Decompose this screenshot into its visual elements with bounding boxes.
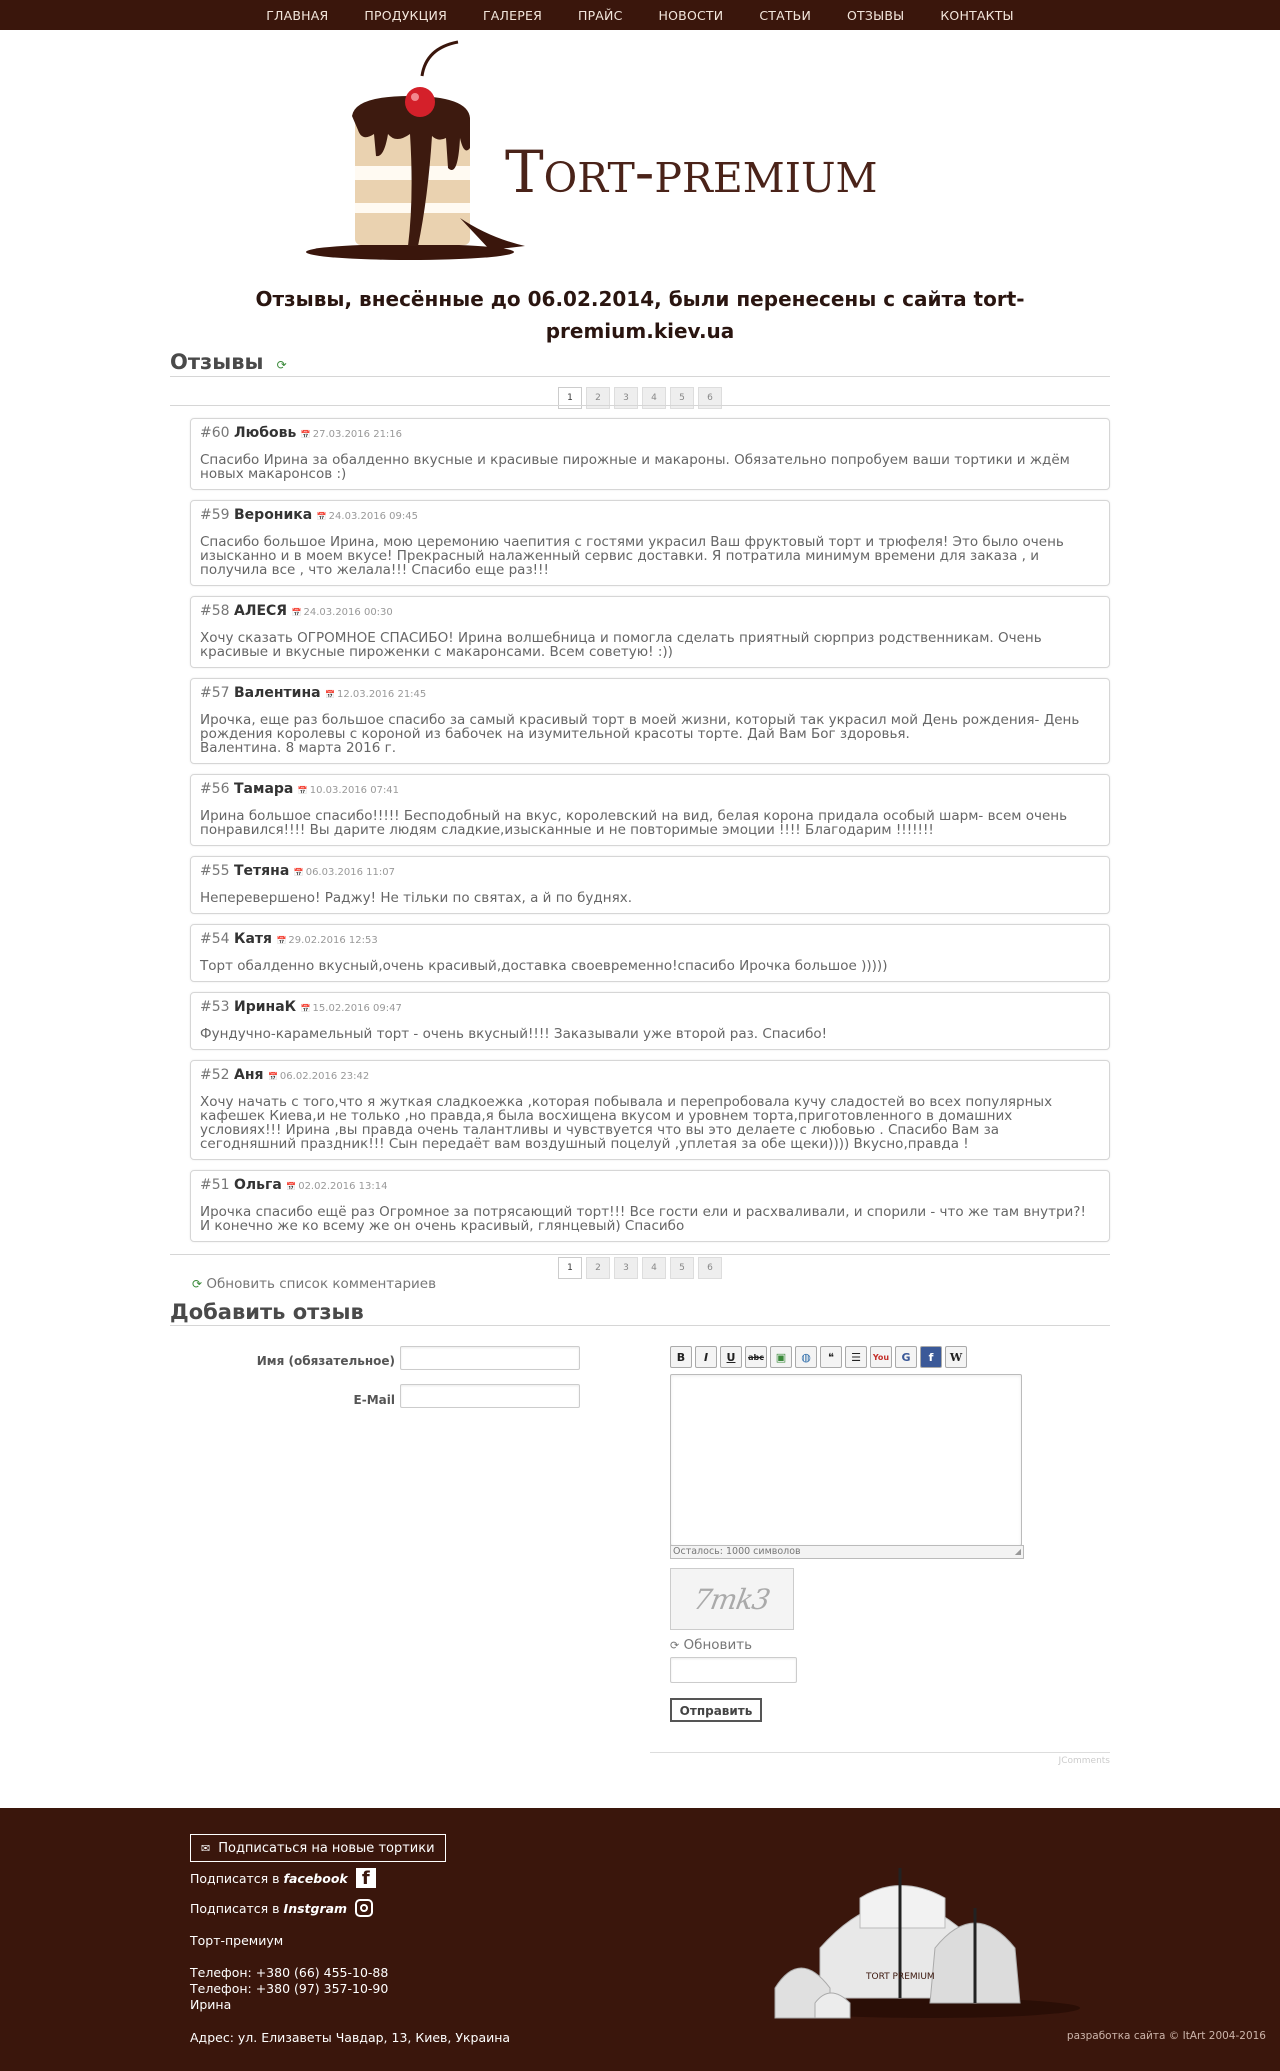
ig-prefix: Подписатся в xyxy=(190,1900,280,1916)
page-1[interactable]: 1 xyxy=(558,1257,582,1279)
refresh-list-link[interactable] xyxy=(192,1276,436,1292)
captcha-image xyxy=(670,1568,794,1630)
address: Адрес: ул. Елизаветы Чавдар, 13, Киев, Украина xyxy=(190,2030,511,2045)
image-icon[interactable]: ▣ xyxy=(770,1346,792,1368)
refresh-icon: ⟳ xyxy=(192,1277,203,1291)
wikipedia-icon[interactable]: W xyxy=(945,1346,967,1368)
facebook-link[interactable] xyxy=(190,1868,376,1888)
name-row xyxy=(170,1350,395,1369)
resize-handle-icon[interactable]: ◢ xyxy=(1014,1547,1021,1556)
jcomments-credit[interactable]: JComments xyxy=(1058,1756,1110,1766)
comment-date: 📅 06.03.2016 11:07 xyxy=(294,867,395,878)
comment-item xyxy=(190,418,1110,490)
divider xyxy=(650,1752,1110,1753)
page-6[interactable]: 6 xyxy=(698,1257,722,1279)
footer xyxy=(0,1808,1280,2071)
comment-date: 📅 06.02.2016 23:42 xyxy=(268,1071,369,1082)
divider xyxy=(170,1254,1110,1255)
fb-prefix: Подписатся в xyxy=(190,1870,280,1886)
comment-item xyxy=(190,856,1110,914)
comment-text: Спасибо большое Ирина, мою церемонию чаепития с гостями украсил Ваш фруктовый торт и трюфеля! Это было очень изысканно и в моем вкусе! Прекрасный налаженный сервис доставки. Я потратила минимум времени для заказа , и получила все , что желала!!! Спасибо еще раз!!! xyxy=(200,534,1064,578)
comment-author: Тетяна xyxy=(234,863,290,879)
nav-reviews[interactable]: ОТЗЫВЫ xyxy=(847,7,905,23)
captcha-text: 7mk3 xyxy=(691,1582,773,1616)
box-brand-text: TORT PREMIUM xyxy=(866,1972,935,1982)
captcha-input[interactable] xyxy=(670,1657,797,1683)
page-2[interactable]: 2 xyxy=(586,1257,610,1279)
comment-date: 📅 27.03.2016 21:16 xyxy=(301,429,402,440)
nav-news[interactable]: НОВОСТИ xyxy=(658,7,724,23)
comment-number: #56 xyxy=(200,781,230,797)
comment-author: Ольга xyxy=(234,1177,282,1193)
migration-notice: Отзывы, внесённые до 06.02.2014, были перенесены с сайта tort-premium.kiev.ua xyxy=(255,287,1025,343)
comment-number: #54 xyxy=(200,931,230,947)
developer-credit[interactable]: разработка сайта © ItArt 2004-2016 xyxy=(1066,2030,1266,2042)
google-icon[interactable]: G xyxy=(895,1346,917,1368)
comment-text: Спасибо Ирина за обалденно вкусные и красивые пирожные и макароны. Обязательно попробуем ваши тортики и ждём новых макаронсов :) xyxy=(200,452,1070,482)
nav-gallery[interactable]: ГАЛЕРЕЯ xyxy=(482,7,542,23)
page-4[interactable]: 4 xyxy=(642,1257,666,1279)
comment-item xyxy=(190,924,1110,982)
editor-toolbar xyxy=(670,1346,967,1368)
comment-number: #51 xyxy=(200,1177,230,1193)
reviews-header xyxy=(170,350,1110,374)
comment-text: Хочу начать с того,что я жуткая сладкоежка ,которая побывала и перепробовала кучу сладостей во всех популярных кафешек Киева,и не только ,но правда,я была восхищена вкусом и уровнем торта,приготовленного в домашних условиях!!! Ирина ,вы правда очень талантливы и чувствуется что вы это делаете с любовью . Спасибо Вам за сегодняшний праздник!!! Сын передаёт вам воздушный поцелуй ,уплетая за обе щеки)))) Вкусно,правда ! xyxy=(200,1094,1053,1152)
comments-list xyxy=(190,418,1110,1252)
add-review-heading xyxy=(170,1300,1110,1324)
italic-icon[interactable]: I xyxy=(695,1346,717,1368)
comment-date: 📅 02.02.2016 13:14 xyxy=(286,1181,387,1192)
youtube-icon[interactable]: You xyxy=(870,1346,892,1368)
name-label: Имя (обязательное) xyxy=(256,1354,395,1368)
page-3[interactable]: 3 xyxy=(614,387,638,409)
page-1[interactable]: 1 xyxy=(558,387,582,409)
company-name: Торт-премиум xyxy=(190,1933,284,1948)
char-counter xyxy=(670,1545,1024,1559)
strike-icon[interactable]: abc xyxy=(745,1346,767,1368)
comment-date: 📅 15.02.2016 09:47 xyxy=(301,1003,402,1014)
comment-text: Торт обалденно вкусный,очень красивый,доставка своевременно!спасибо Ирочка большое ))))) xyxy=(200,958,888,974)
comment-author: ИринаК xyxy=(234,999,297,1015)
page-5[interactable]: 5 xyxy=(670,387,694,409)
facebook-icon: f xyxy=(356,1868,376,1888)
divider xyxy=(170,376,1110,377)
comment-text: Ирочка, еще раз большое спасибо за самый красивый торт в моей жизни, который так украсил мой День рождения- День рождения королевы с короной из бабочек на изумительной красоты торте. Дай Вам Бог здоровья. Валентина. 8 марта 2016 г. xyxy=(200,712,1080,756)
envelope-icon: ✉ xyxy=(201,1841,211,1855)
char-counter-label: Осталось: 1000 символов xyxy=(673,1546,801,1557)
facebook-icon[interactable]: f xyxy=(920,1346,942,1368)
email-label: E-Mail xyxy=(353,1393,395,1407)
fb-brand: facebook xyxy=(283,1870,348,1886)
comment-author: Вероника xyxy=(234,507,313,523)
comment-text: Ирочка спасибо ещё раз Огромное за потрясающий торт!!! Все гости ели и расхваливали, и спорили - что же там внутри?! И конечно же ко всему же он очень красивый, глянцевый) Спасибо xyxy=(200,1204,1086,1234)
page-2[interactable]: 2 xyxy=(586,387,610,409)
comment-textarea[interactable] xyxy=(670,1374,1022,1546)
captcha-refresh-label: Обновить xyxy=(683,1637,753,1653)
reviews-title: Отзывы xyxy=(170,350,264,374)
list-icon[interactable]: ☰ xyxy=(845,1346,867,1368)
phone-2: Телефон: +380 (97) 357-10-90 xyxy=(190,1981,389,1996)
gift-boxes-image xyxy=(760,1838,1080,2038)
page-4[interactable]: 4 xyxy=(642,387,666,409)
comment-item xyxy=(190,678,1110,764)
comment-text: Хочу сказать ОГРОМНОЕ СПАСИБО! Ирина волшебница и помогла сделать приятный сюрприз родственникам. Очень красивые и вкусные пироженки с макаронсами. Всем советую! :)) xyxy=(200,630,1042,660)
page-3[interactable]: 3 xyxy=(614,1257,638,1279)
comment-date: 📅 29.02.2016 12:53 xyxy=(276,935,377,946)
bold-icon[interactable]: B xyxy=(670,1346,692,1368)
nav-home[interactable]: ГЛАВНАЯ xyxy=(266,7,329,23)
email-input[interactable] xyxy=(400,1384,580,1408)
instagram-link[interactable] xyxy=(190,1899,373,1917)
comment-number: #58 xyxy=(200,603,230,619)
phone-1: Телефон: +380 (66) 455-10-88 xyxy=(190,1965,389,1980)
comment-author: АЛЕСЯ xyxy=(234,603,288,619)
page-6[interactable]: 6 xyxy=(698,387,722,409)
refresh-list-label: Обновить список комментариев xyxy=(206,1276,437,1292)
comment-author: Катя xyxy=(234,931,272,947)
quote-icon[interactable]: ❝ xyxy=(820,1346,842,1368)
add-review-title: Добавить отзыв xyxy=(170,1300,364,1324)
top-nav xyxy=(0,0,1280,30)
comment-item xyxy=(190,596,1110,668)
comment-number: #55 xyxy=(200,863,230,879)
page-5[interactable]: 5 xyxy=(670,1257,694,1279)
comment-number: #52 xyxy=(200,1067,230,1083)
nav-contacts[interactable]: КОНТАКТЫ xyxy=(940,7,1014,23)
instagram-icon xyxy=(355,1899,373,1917)
subscribe-label: Подписаться на новые тортики xyxy=(218,1840,435,1856)
underline-icon[interactable]: U xyxy=(720,1346,742,1368)
refresh-icon: ⟳ xyxy=(670,1639,680,1652)
comment-item xyxy=(190,500,1110,586)
divider xyxy=(170,1325,1110,1326)
comment-date: 📅 24.03.2016 09:45 xyxy=(317,511,418,522)
nav-articles[interactable]: СТАТЬИ xyxy=(759,7,812,23)
comment-author: Аня xyxy=(234,1067,264,1083)
ig-brand: Instgram xyxy=(283,1900,348,1916)
comment-text: Неперевершено! Раджу! Не тільки по святах, а й по буднях. xyxy=(200,890,632,906)
comment-number: #60 xyxy=(200,425,230,441)
nav-price[interactable]: ПРАЙС xyxy=(577,7,623,23)
comment-author: Тамара xyxy=(234,781,294,797)
comment-text: Ирина большое спасибо!!!!! Бесподобный на вкус, королевский на вид, белая корона придала особый шарм- всем очень понравился!!!! Вы дарите людям сладкие,изысканные и не повторимые эмоции !!!! Благодарим !!!!!!! xyxy=(200,808,1068,838)
subscribe-button[interactable] xyxy=(190,1834,446,1862)
contact-name: Ирина xyxy=(190,1997,232,2012)
comment-text: Фундучно-карамельный торт - очень вкусный!!!! Заказывали уже второй раз. Спасибо! xyxy=(200,1026,828,1042)
comment-number: #57 xyxy=(200,685,230,701)
name-input[interactable] xyxy=(400,1346,580,1370)
comment-date: 📅 10.03.2016 07:41 xyxy=(298,785,399,796)
comment-author: Любовь xyxy=(234,425,297,441)
submit-button[interactable]: Отправить xyxy=(670,1698,762,1722)
comment-author: Валентина xyxy=(234,685,321,701)
globe-icon[interactable]: ◍ xyxy=(795,1346,817,1368)
comment-item xyxy=(190,1170,1110,1242)
captcha-refresh-link[interactable] xyxy=(670,1637,752,1653)
divider xyxy=(170,405,1110,406)
comment-number: #59 xyxy=(200,507,230,523)
comment-date: 📅 12.03.2016 21:45 xyxy=(325,689,426,700)
comment-item xyxy=(190,992,1110,1050)
comment-number: #53 xyxy=(200,999,230,1015)
nav-products[interactable]: ПРОДУКЦИЯ xyxy=(364,7,447,23)
logo-text: Tort-premium xyxy=(505,138,878,206)
email-row xyxy=(170,1389,395,1408)
refresh-icon[interactable]: ⟳ xyxy=(276,358,287,372)
comment-item xyxy=(190,1060,1110,1160)
comment-item xyxy=(190,774,1110,846)
comment-date: 📅 24.03.2016 00:30 xyxy=(292,607,393,618)
site-logo[interactable] xyxy=(300,38,1000,268)
